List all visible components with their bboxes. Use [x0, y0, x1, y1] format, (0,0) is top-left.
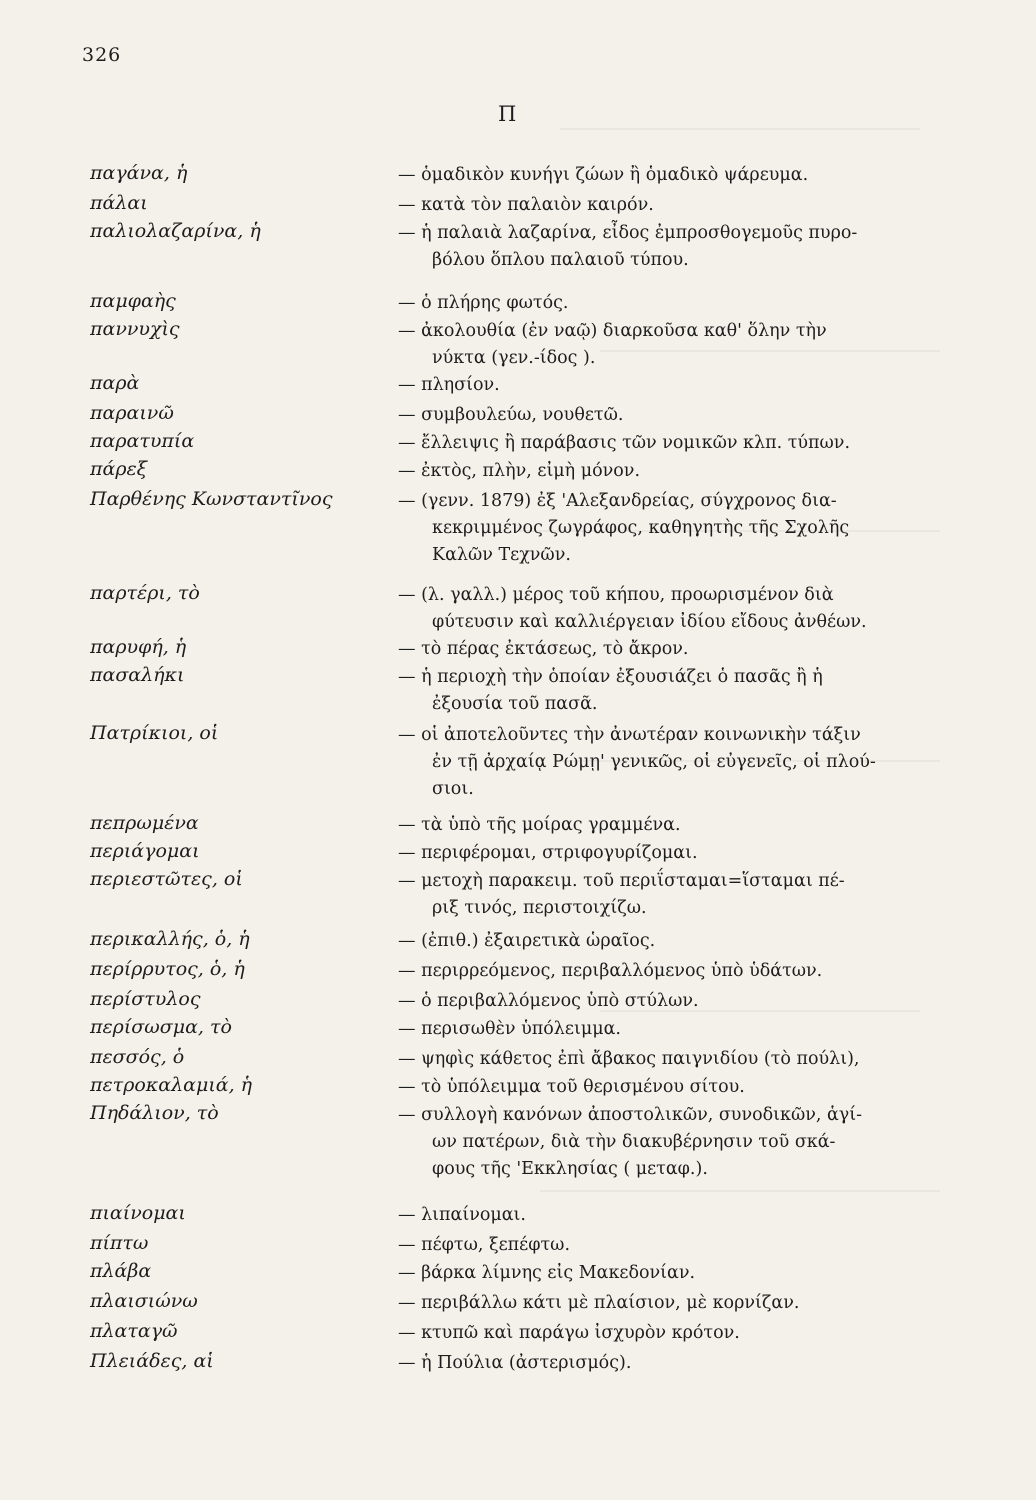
entry-term: πεπρωμένα — [90, 812, 199, 834]
definition-line: — περιβάλλω κάτι μὲ πλαίσιον, μὲ κορνίζαν. — [398, 1293, 800, 1313]
entry-definition — [398, 1232, 958, 1259]
entry-term: Πηδάλιον, τὸ — [90, 1102, 219, 1124]
entry-definition — [398, 488, 958, 569]
entry-definition — [398, 430, 958, 457]
definition-line: — ἡ Πούλια (ἀστερισμός). — [398, 1353, 632, 1373]
entry-definition — [398, 402, 958, 429]
definition-line: — περισωθὲν ὑπόλειμμα. — [398, 1019, 621, 1039]
entry-term: πίπτω — [90, 1232, 149, 1254]
definition-line: — περιρρεόμενος, περιβαλλόμενος ὑπὸ ὑδάτων. — [398, 961, 823, 981]
entry-term: πεσσός, ὁ — [90, 1046, 185, 1068]
entry-term: παραινῶ — [90, 402, 174, 424]
definition-continuation-line: ων πατέρων, διὰ τὴν διακυβέρνησιν τοῦ σκά- — [432, 1132, 836, 1152]
entry-term: παρὰ — [90, 372, 140, 394]
definition-line: — οἱ ἀποτελοῦντες τὴν ἀνωτέραν κοινωνικὴν τάξιν — [398, 725, 861, 745]
entry-term: πάρεξ — [90, 458, 148, 480]
entry-definition — [398, 1016, 958, 1043]
entry-definition — [398, 840, 958, 867]
entry-term: Παρθένης Κωνσταντῖνος — [90, 488, 333, 510]
entry-term: περίρρυτος, ὁ, ἡ — [90, 958, 245, 980]
entry-term: περιάγομαι — [90, 840, 200, 862]
page-number: 326 — [82, 44, 122, 66]
entry-term: Πλειάδες, αἱ — [90, 1350, 214, 1372]
entry-definition — [398, 868, 958, 922]
entry-term: παρτέρι, τὸ — [90, 582, 200, 604]
entry-definition — [398, 1260, 958, 1287]
definition-line: — πέφτω, ξεπέφτω. — [398, 1235, 571, 1255]
definition-continuation-line: φύτευσιν καὶ καλλιέργειαν ἰδίου εἴδους ἀνθέων. — [432, 612, 867, 632]
entry-definition — [398, 192, 958, 219]
entry-term: παρυφή, ἡ — [90, 636, 187, 658]
entry-term: παλιολαζαρίνα, ἡ — [90, 220, 261, 242]
entry-definition — [398, 958, 958, 985]
entry-definition — [398, 1320, 958, 1347]
entry-definition — [398, 636, 958, 663]
entry-definition — [398, 1290, 958, 1317]
definition-continuation-line: σιοι. — [432, 779, 474, 799]
definition-line: — ὁμαδικὸν κυνήγι ζώων ἢ ὁμαδικὸ ψάρευμα. — [398, 165, 809, 185]
definition-continuation-line: βόλου ὅπλου παλαιοῦ τύπου. — [432, 250, 689, 270]
entry-definition — [398, 458, 958, 485]
entry-term: περίστυλος — [90, 988, 201, 1010]
entry-definition — [398, 988, 958, 1015]
entry-term: παγάνα, ἡ — [90, 162, 188, 184]
definition-line: — τὰ ὑπὸ τῆς μοίρας γραμμένα. — [398, 815, 681, 835]
entry-term: πάλαι — [90, 192, 148, 214]
entry-term: παρατυπία — [90, 430, 195, 452]
definition-line: — μετοχὴ παρακειμ. τοῦ περιΐσταμαι=ἵσταμαι πέ- — [398, 871, 845, 891]
definition-continuation-line: ριξ τινός, περιστοιχίζω. — [432, 898, 647, 918]
entry-definition — [398, 1202, 958, 1229]
definition-line: — ἀκολουθία (ἐν ναῷ) διαρκοῦσα καθ' ὅλην τὴν — [398, 321, 827, 341]
entry-term: πιαίνομαι — [90, 1202, 186, 1224]
entry-term: παμφαὴς — [90, 290, 176, 312]
definition-line: — τὸ πέρας ἐκτάσεως, τὸ ἄκρον. — [398, 639, 689, 659]
entry-term: πασαλήκι — [90, 664, 185, 686]
entry-definition — [398, 290, 958, 317]
definition-line: — ἡ παλαιὰ λαζαρίνα, εἶδος ἐμπροσθογεμοῦς πυρο- — [398, 223, 858, 243]
definition-continuation-line: νύκτα (γεν.-ίδος ). — [432, 348, 596, 368]
definition-line: — ἡ περιοχὴ τὴν ὁποίαν ἐξουσιάζει ὁ πασᾶς ἢ ἡ — [398, 667, 823, 687]
entry-definition — [398, 928, 958, 955]
entry-term: πλαταγῶ — [90, 1320, 178, 1342]
entry-definition — [398, 722, 958, 803]
definition-line: — ἐκτὸς, πλὴν, εἰμὴ μόνον. — [398, 461, 641, 481]
definition-line: — (γενν. 1879) ἐξ 'Αλεξανδρείας, σύγχρονος δια- — [398, 491, 837, 511]
definition-continuation-line: κεκριμμένος ζωγράφος, καθηγητὴς τῆς Σχολῆς — [432, 518, 850, 538]
entry-definition — [398, 162, 958, 189]
entry-definition — [398, 318, 958, 372]
entry-definition — [398, 1074, 958, 1101]
entry-definition — [398, 582, 958, 636]
definition-line: — πλησίον. — [398, 375, 500, 395]
definition-line: — (ἐπιθ.) ἐξαιρετικὰ ὡραῖος. — [398, 931, 656, 951]
definition-line: — βάρκα λίμνης εἰς Μακεδονίαν. — [398, 1263, 696, 1283]
definition-continuation-line: ἐν τῇ ἀρχαίᾳ Ρώμῃ' γενικῶς, οἱ εὐγενεῖς, οἱ πλού- — [432, 752, 876, 772]
entry-term: πλάβα — [90, 1260, 152, 1282]
entry-term: πετροκαλαμιά, ἡ — [90, 1074, 253, 1096]
entry-term: πλαισιώνω — [90, 1290, 198, 1312]
entry-definition — [398, 812, 958, 839]
definition-line: — συμβουλεύω, νουθετῶ. — [398, 405, 624, 425]
definition-line: — ὁ πλήρης φωτός. — [398, 293, 569, 313]
definition-continuation-line: φους τῆς 'Εκκλησίας ( μεταφ.). — [432, 1159, 708, 1179]
definition-line: — κατὰ τὸν παλαιὸν καιρόν. — [398, 195, 654, 215]
definition-line: — λιπαίνομαι. — [398, 1205, 526, 1225]
entry-term: Πατρίκιοι, οἱ — [90, 722, 219, 744]
definition-continuation-line: Καλῶν Τεχνῶν. — [432, 545, 571, 565]
definition-line: — κτυπῶ καὶ παράγω ἰσχυρὸν κρότον. — [398, 1323, 740, 1343]
definition-line: — ὁ περιβαλλόμενος ὑπὸ στύλων. — [398, 991, 699, 1011]
section-letter-heading: Π — [498, 102, 517, 126]
entry-term: περιεστῶτες, οἱ — [90, 868, 243, 890]
entry-definition — [398, 1350, 958, 1377]
definition-line: — ψηφὶς κάθετος ἐπὶ ἄβακος παιγνιδίου (τὸ πούλι), — [398, 1049, 860, 1069]
definition-line: — τὸ ὑπόλειμμα τοῦ θερισμένου σίτου. — [398, 1077, 745, 1097]
entry-definition — [398, 1046, 958, 1073]
definition-line: — περιφέρομαι, στριφογυρίζομαι. — [398, 843, 698, 863]
entry-definition — [398, 664, 958, 718]
entry-term: περίσωσμα, τὸ — [90, 1016, 232, 1038]
entry-definition — [398, 220, 958, 274]
definition-continuation-line: ἐξουσία τοῦ πασᾶ. — [432, 694, 598, 714]
entry-term: παννυχὶς — [90, 318, 180, 340]
definition-line: — ἔλλειψις ἢ παράβασις τῶν νομικῶν κλπ. τύπων. — [398, 433, 851, 453]
definition-line: — συλλογὴ κανόνων ἀποστολικῶν, συνοδικῶν, ἁγί- — [398, 1105, 863, 1125]
entry-definition — [398, 372, 958, 399]
entry-definition — [398, 1102, 958, 1183]
definition-line: — (λ. γαλλ.) μέρος τοῦ κήπου, προωρισμένον διὰ — [398, 585, 834, 605]
entry-term: περικαλλής, ὁ, ἡ — [90, 928, 250, 950]
